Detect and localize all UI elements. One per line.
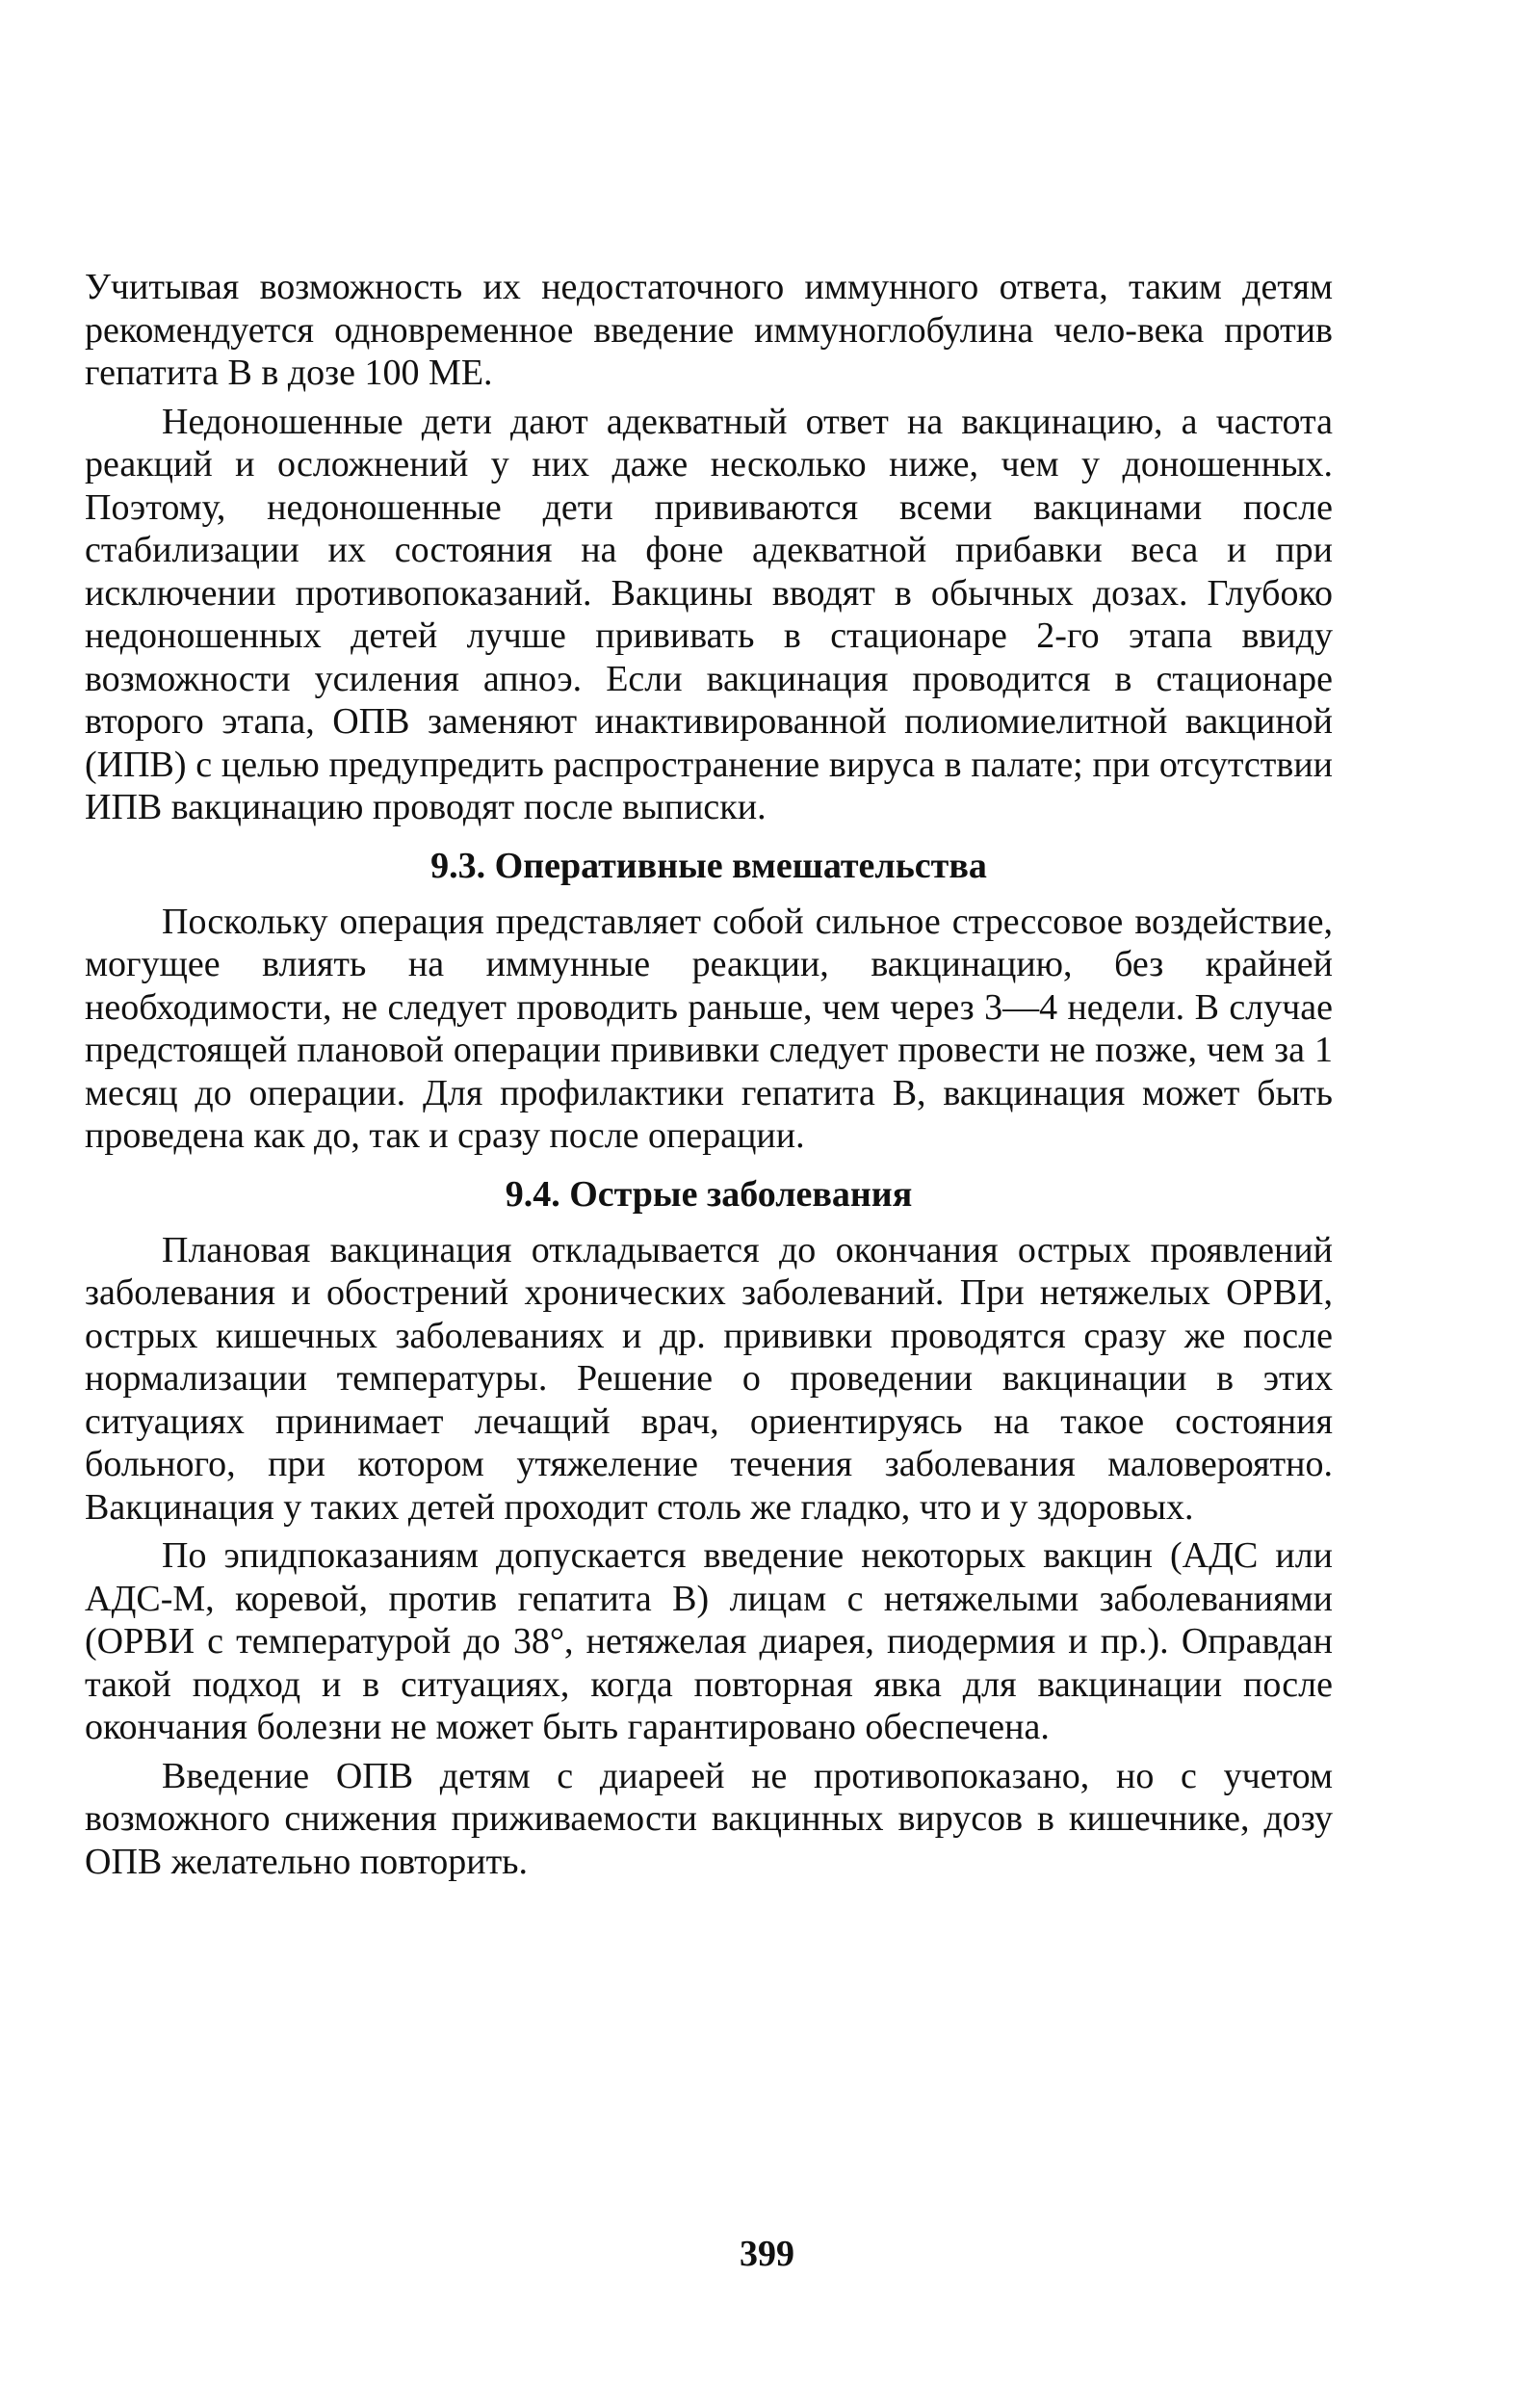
paragraph-surgery-vaccination: Поскольку операция представляет собой сильное стрессовое воздействие, могущее влиять на иммунные реакции, вакцинацию, без крайней необходимости, не следует проводить раньше, чем через 3—4 недели. В случае предстоящей плановой операции прививки следует провести не позже, чем за 1 месяц до операции. Для профилактики гепатита В, вакцинация может быть проведена как до, так и сразу после операции. xyxy=(85,901,1333,1156)
section-heading-surgical-interventions: 9.3. Оперативные вмешательства xyxy=(430,845,987,886)
paragraph-epidemic-indications: По эпидпоказаниям допускается введение некоторых вакцин (АДС или АДС-М, коревой, против гепатита В) лицам с нетяжелыми заболеваниями (ОРВИ с температурой до 38°, нетяжелая диарея, пиодермия и пр.). Оправдан такой подход и в ситуациях, когда повторная явка для вакцинации после окончания болезни не может быть гарантировано обеспечена. xyxy=(85,1535,1333,1747)
book-page-text xyxy=(85,266,1333,1883)
section-heading-acute-diseases: 9.4. Острые заболевания xyxy=(505,1173,913,1215)
paragraph-opv-diarrhea: Введение ОПВ детям с диареей не противопоказано, но с учетом возможного снижения приживаемости вакцинных вирусов в кишечнике, дозу ОПВ желательно повторить. xyxy=(85,1755,1333,1882)
paragraph-premature-infants: Недоношенные дети дают адекватный ответ на вакцинацию, а частота реакций и осложнений у них даже несколько ниже, чем у доношенных. Поэтому, недоношенные дети прививаются всеми вакцинами после стабилизации их состояния на фоне адекватной прибавки веса и при исключении противопоказаний. Вакцины вводят в обычных дозах. Глубоко недоношенных детей лучше прививать в стационаре 2-го этапа ввиду возможности усиления апноэ. Если вакцинация проводится в стационаре второго этапа, ОПВ заменяют инактивированной полиомиелитной вакциной (ИПВ) с целью предупредить распространение вируса в палате; при отсутствии ИПВ вакцинацию проводят после выписки. xyxy=(85,401,1333,827)
paragraph-hepatitis-immunoglobulin: Учитывая возможность их недостаточного иммунного ответа, таким детям рекомендуется одновременное введение иммуноглобулина чело-века против гепатита В в дозе 100 МЕ. xyxy=(85,267,1333,393)
page-number: 399 xyxy=(740,2234,794,2274)
paragraph-planned-vaccination-delay: Плановая вакцинация откладывается до окончания острых проявлений заболевания и обострений хронических заболеваний. При нетяжелых ОРВИ, острых кишечных заболеваниях и др. прививки проводятся сразу же после нормализации температуры. Решение о проведении вакцинации в этих ситуациях принимает лечащий врач, ориентируясь на такое состояния больного, при котором утяжеление течения заболевания маловероятно. Вакцинация у таких детей проходит столь же гладко, что и у здоровых. xyxy=(85,1229,1333,1528)
